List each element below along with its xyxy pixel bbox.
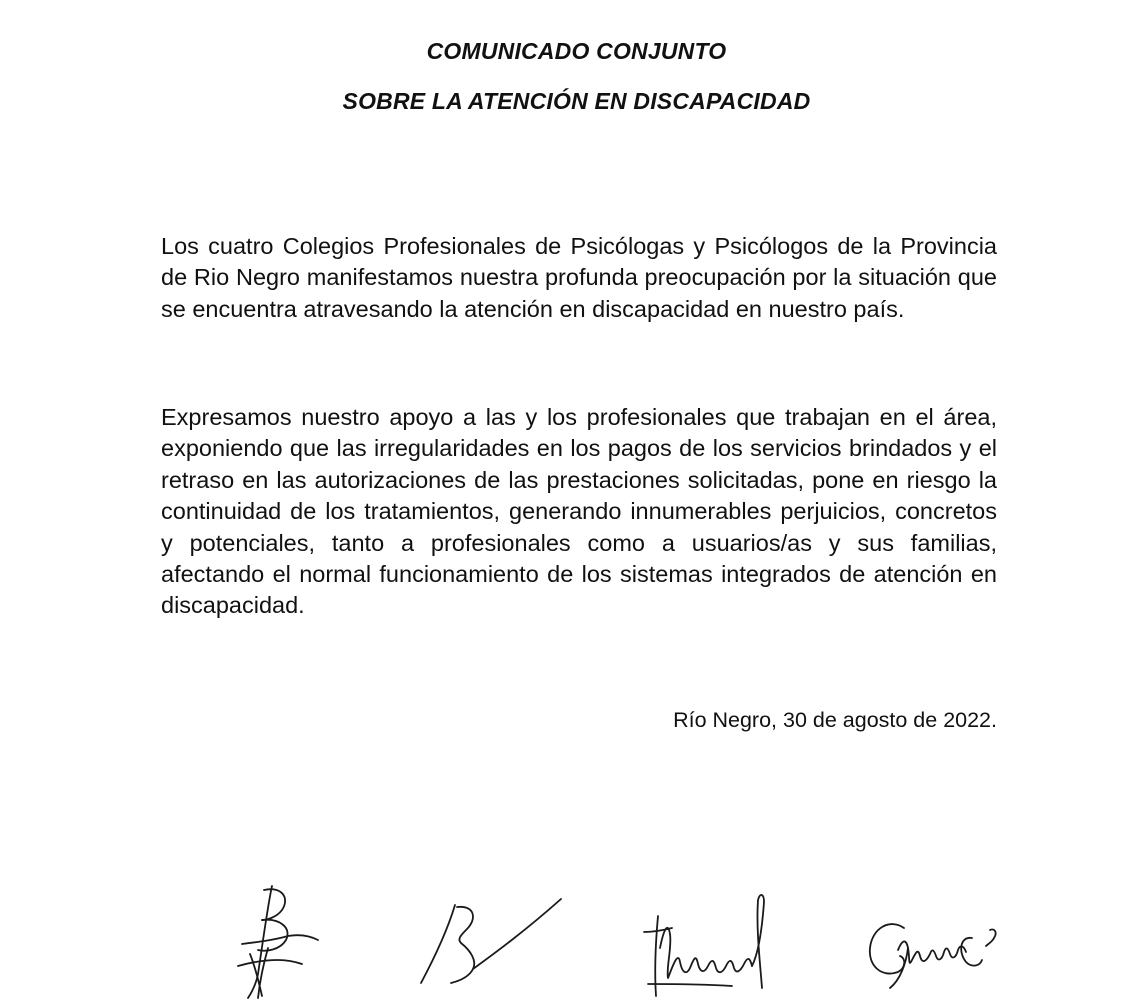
signature-1-icon bbox=[228, 884, 328, 1000]
signature-1 bbox=[228, 884, 328, 1000]
signature-3-icon bbox=[640, 888, 775, 1000]
signature-4 bbox=[860, 908, 1008, 990]
title-line-2: SOBRE LA ATENCIÓN EN DISCAPACIDAD bbox=[342, 88, 811, 114]
signature-2 bbox=[415, 895, 565, 990]
signature-2-icon bbox=[415, 895, 565, 990]
date-line: Río Negro, 30 de agosto de 2022. bbox=[673, 708, 997, 732]
signature-4-icon bbox=[860, 908, 1008, 990]
signature-3 bbox=[640, 888, 775, 1000]
document-title bbox=[0, 38, 1131, 114]
paragraph-2: Expresamos nuestro apoyo a las y los profesionales que trabajan en el área, exponiendo que las irregularidades en los pagos de los servicios brindados y el retraso en las autorizaciones de las prestaciones solicitadas, pone en riesgo la continuidad de los tratamientos, generando innumerables perjuicios, concretos y potenciales, tanto a profesionales como a usuarios/as y sus familias, afectando el normal funcionamiento de los sistemas integrados de atención en discapacidad. bbox=[161, 404, 997, 619]
title-line-1: COMUNICADO CONJUNTO bbox=[426, 38, 727, 64]
signatures-row bbox=[0, 870, 1131, 1000]
paragraph-1: Los cuatro Colegios Profesionales de Psicólogas y Psicólogos de la Provincia de Rio Negro manifestamos nuestra profunda preocupación por la situación que se encuentra atravesando la atención en discapacidad en nuestro país. bbox=[161, 233, 997, 322]
